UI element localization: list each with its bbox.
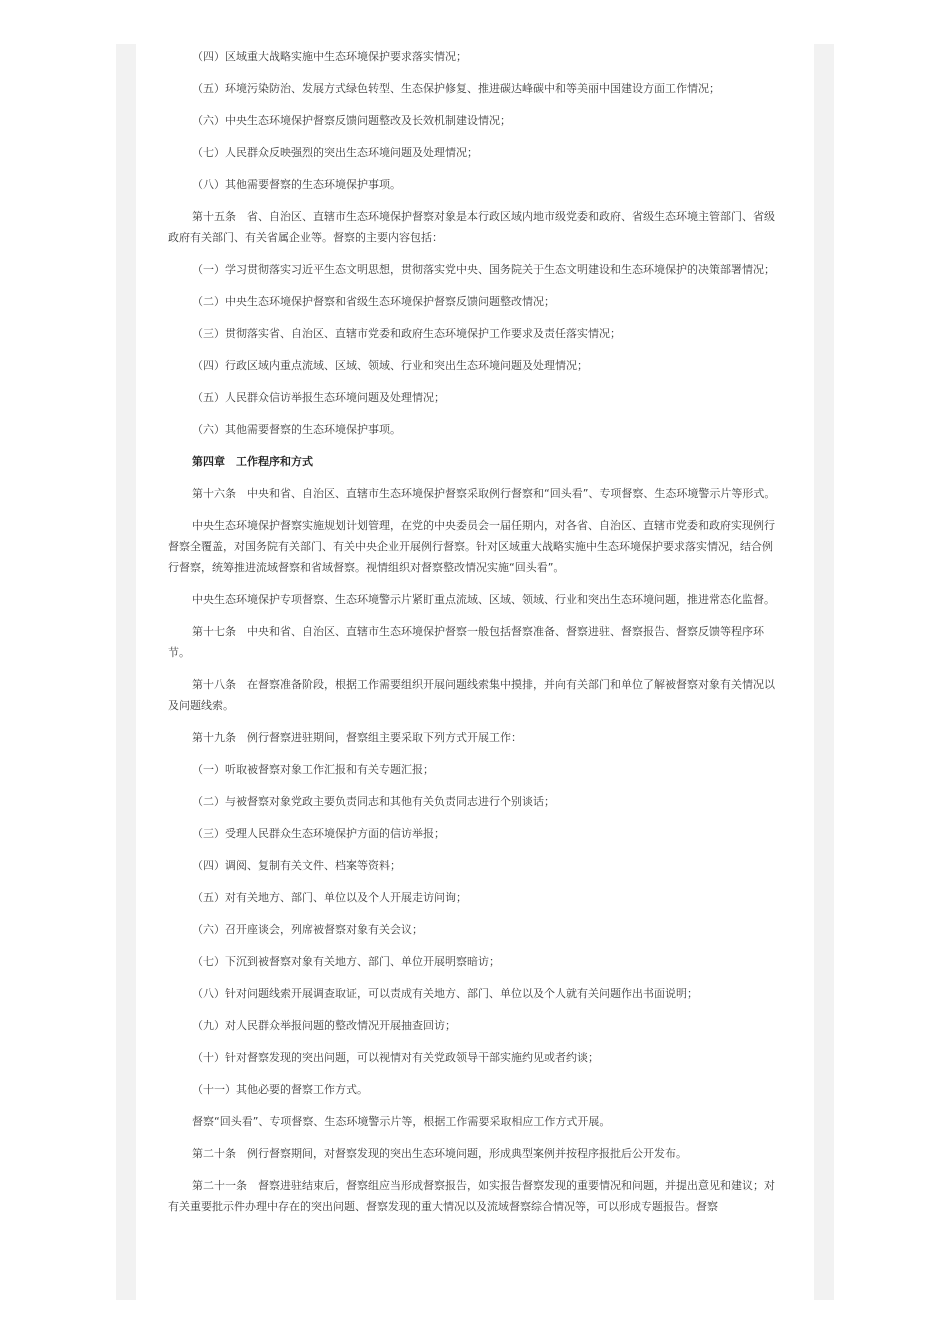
article-paragraph: 第十五条 省、自治区、直辖市生态环境保护督察对象是本行政区域内地市级党委和政府、省级生态环境主管部门、省级政府有关部门、有关省属企业等。督察的主要内容包括：	[168, 210, 775, 244]
list-item: （三）贯彻落实省、自治区、直辖市党委和政府生态环境保护工作要求及责任落实情况；	[192, 327, 621, 340]
list-item: （八）其他需要督察的生态环境保护事项。	[192, 178, 401, 191]
list-item: （四）调阅、复制有关文件、档案等资料；	[192, 859, 401, 872]
article-paragraph: 第二十一条 督察进驻结束后，督察组应当形成督察报告，如实报告督察发现的重要情况和问题，并提出意见和建议；对有关重要批示件办理中存在的突出问题、督察发现的重大情况以及流域督察综合情况等，可以形成专题报告。督察	[168, 1179, 775, 1213]
article-paragraph: 中央生态环境保护督察实施规划计划管理，在党的中央委员会一届任期内，对各省、自治区、直辖市党委和政府实现例行督察全覆盖，对国务院有关部门、有关中央企业开展例行督察。针对区域重大战略实施中生态环境保护要求落实情况，结合例行督察，统筹推进流域督察和省域督察。视情组织对督察整改情况实施“回头看”。	[168, 519, 775, 574]
article-paragraph: 第十六条 中央和省、自治区、直辖市生态环境保护督察采取例行督察和“回头看”、专项督察、生态环境警示片等形式。	[192, 487, 776, 500]
list-item: （三）受理人民群众生态环境保护方面的信访举报；	[192, 827, 445, 840]
article-paragraph: 第十九条 例行督察进驻期间，督察组主要采取下列方式开展工作：	[192, 731, 522, 744]
list-item: （六）中央生态环境保护督察反馈问题整改及长效机制建设情况；	[192, 114, 511, 127]
list-item: （十）针对督察发现的突出问题，可以视情对有关党政领导干部实施约见或者约谈；	[192, 1051, 599, 1064]
list-item: （四）区域重大战略实施中生态环境保护要求落实情况；	[192, 50, 467, 63]
list-item: （一）听取被督察对象工作汇报和有关专题汇报；	[192, 763, 434, 776]
list-item: （五）对有关地方、部门、单位以及个人开展走访问询；	[192, 891, 467, 904]
article-paragraph: 中央生态环境保护专项督察、生态环境警示片紧盯重点流域、区域、领域、行业和突出生态环境问题，推进常态化监督。	[192, 593, 775, 606]
list-item: （九）对人民群众举报问题的整改情况开展抽查回访；	[192, 1019, 456, 1032]
article-paragraph: 督察“回头看”、专项督察、生态环境警示片等，根据工作需要采取相应工作方式开展。	[192, 1115, 611, 1128]
list-item: （五）人民群众信访举报生态环境问题及处理情况；	[192, 391, 445, 404]
list-item: （十一）其他必要的督察工作方式。	[192, 1083, 368, 1096]
list-item: （七）人民群众反映强烈的突出生态环境问题及处理情况；	[192, 146, 478, 159]
document-page	[116, 44, 834, 1300]
list-item: （五）环境污染防治、发展方式绿色转型、生态保护修复、推进碳达峰碳中和等美丽中国建设方面工作情况；	[192, 82, 720, 95]
list-item: （八）针对问题线索开展调查取证，可以责成有关地方、部门、单位以及个人就有关问题作出书面说明；	[192, 987, 698, 1000]
list-item: （六）其他需要督察的生态环境保护事项。	[192, 423, 401, 436]
list-item: （七）下沉到被督察对象有关地方、部门、单位开展明察暗访；	[192, 955, 500, 968]
chapter-heading: 第四章 工作程序和方式	[192, 455, 313, 468]
list-item: （四）行政区域内重点流域、区域、领域、行业和突出生态环境问题及处理情况；	[192, 359, 588, 372]
page-content	[136, 44, 814, 1300]
list-item: （六）召开座谈会，列席被督察对象有关会议；	[192, 923, 423, 936]
article-paragraph: 第二十条 例行督察期间，对督察发现的突出生态环境问题，形成典型案例并按程序报批后公开发布。	[192, 1147, 687, 1160]
list-item: （二）与被督察对象党政主要负责同志和其他有关负责同志进行个别谈话；	[192, 795, 555, 808]
list-item: （二）中央生态环境保护督察和省级生态环境保护督察反馈问题整改情况；	[192, 295, 555, 308]
document-body	[168, 46, 780, 1228]
list-item: （一）学习贯彻落实习近平生态文明思想，贯彻落实党中央、国务院关于生态文明建设和生态环境保护的决策部署情况；	[192, 263, 775, 276]
article-paragraph: 第十七条 中央和省、自治区、直辖市生态环境保护督察一般包括督察准备、督察进驻、督察报告、督察反馈等程序环节。	[168, 625, 764, 659]
article-paragraph: 第十八条 在督察准备阶段，根据工作需要组织开展问题线索集中摸排，并向有关部门和单位了解被督察对象有关情况以及问题线索。	[168, 678, 775, 712]
